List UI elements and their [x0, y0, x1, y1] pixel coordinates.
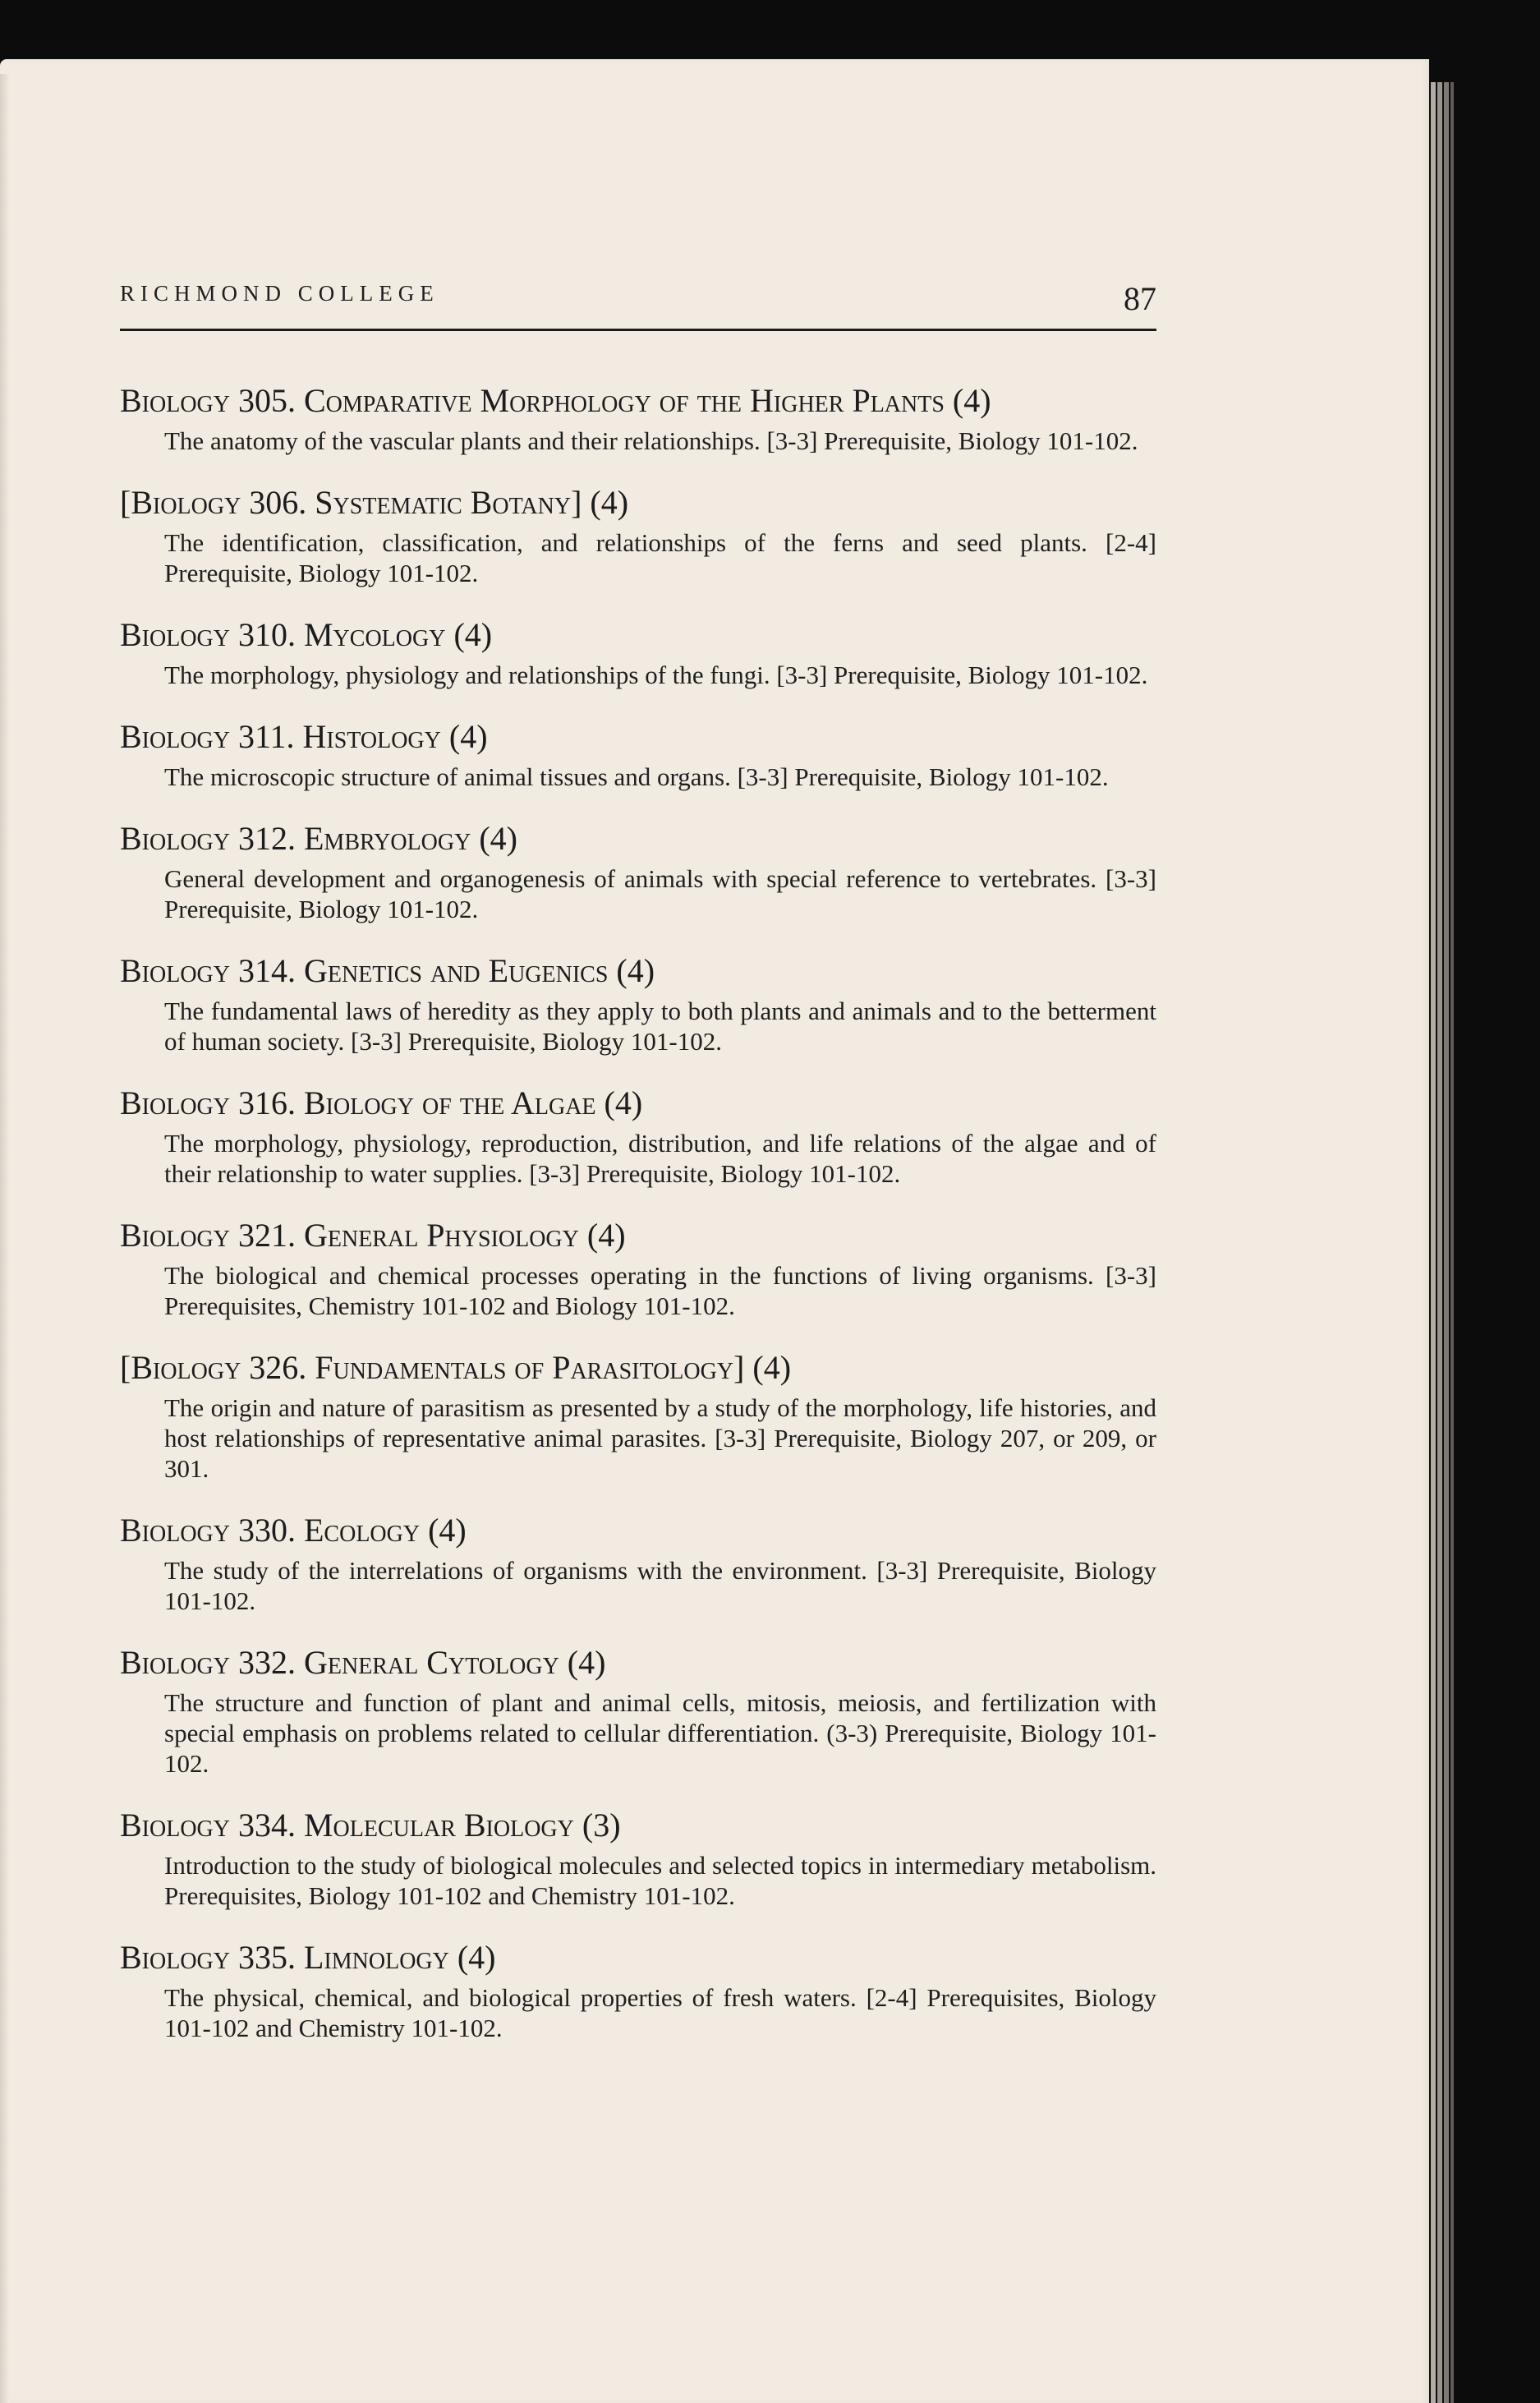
course-entry: [120, 381, 1156, 456]
page-number: 87: [1124, 280, 1156, 317]
course-description: The origin and nature of parasitism as presented by a study of the morphology, life histories, and host relationships of representative animal parasites. [3-3] Prerequisite, Biology 207, or 209, or 301.: [164, 1393, 1156, 1483]
course-description: The morphology, physiology and relationships of the fungi. [3-3] Prerequisite, Biology 101-102.: [164, 661, 1148, 689]
course-description: The fundamental laws of heredity as they apply to both plants and animals and to the betterment of human society. [3-3] Prerequisite, Biology 101-102.: [164, 997, 1156, 1056]
course-entry: [120, 483, 1156, 588]
course-title: Biology 330. Ecology (4): [120, 1512, 467, 1549]
course-description: General development and organogenesis of animals with special reference to vertebrates. [3-3] Prerequisite, Biology 101-102.: [164, 864, 1156, 923]
course-list: [120, 381, 1156, 2070]
course-description: The biological and chemical processes operating in the functions of living organisms. [3-3] Prerequisites, Chemistry 101-102 and Biology 101-102.: [164, 1261, 1156, 1320]
course-description: The study of the interrelations of organisms with the environment. [3-3] Prerequisite, Biology 101-102.: [164, 1556, 1156, 1615]
page-edge: [1437, 82, 1442, 2403]
course-description: Introduction to the study of biological molecules and selected topics in intermediary metabolism. Prerequisites, Biology 101-102 and Chemistry 101-102.: [164, 1851, 1156, 1910]
page-edge: [1450, 82, 1454, 2403]
course-title: Biology 321. General Physiology (4): [120, 1217, 626, 1254]
running-head: RICHMOND COLLEGE: [120, 281, 439, 306]
course-title: Biology 334. Molecular Biology (3): [120, 1807, 621, 1844]
course-title: Biology 310. Mycology (4): [120, 616, 493, 653]
course-title: Biology 316. Biology of the Algae (4): [120, 1084, 643, 1121]
course-entry: [120, 819, 1156, 924]
course-description: The physical, chemical, and biological properties of fresh waters. [2-4] Prerequisites, Biology 101-102 and Chemistry 101-102.: [164, 1983, 1156, 2042]
course-title: Biology 335. Limnology (4): [120, 1939, 496, 1976]
course-entry: [120, 1806, 1156, 1911]
course-entry: [120, 1511, 1156, 1616]
course-title: Biology 312. Embryology (4): [120, 820, 517, 857]
course-description: The identification, classification, and relationships of the ferns and seed plants. [2-4] Prerequisite, Biology 101-102.: [164, 528, 1156, 587]
page-header: [120, 281, 1156, 331]
page-edge: [1431, 82, 1436, 2403]
page-gutter-shadow: [0, 74, 10, 2403]
course-entry: [120, 1216, 1156, 1321]
course-entry: [120, 951, 1156, 1056]
course-entry: [120, 1938, 1156, 2043]
course-description: The structure and function of plant and animal cells, mitosis, meiosis, and fertilization with special emphasis on problems related to cellular differentiation. (3-3) Prerequisite, Biology 101-102.: [164, 1688, 1156, 1778]
course-description: The anatomy of the vascular plants and their relationships. [3-3] Prerequisite, Biology 101-102.: [164, 426, 1138, 455]
course-title: Biology 314. Genetics and Eugenics (4): [120, 952, 655, 989]
course-entry: [120, 1643, 1156, 1779]
course-entry: [120, 615, 1156, 690]
course-description: The morphology, physiology, reproduction, distribution, and life relations of the algae and of their relationship to water supplies. [3-3] Prerequisite, Biology 101-102.: [164, 1129, 1156, 1188]
page-edge: [1444, 82, 1449, 2403]
course-title: Biology 332. General Cytology (4): [120, 1644, 606, 1681]
course-title: [Biology 306. Systematic Botany] (4): [120, 484, 629, 521]
course-title: [Biology 326. Fundamentals of Parasitology] (4): [120, 1349, 792, 1386]
course-title: Biology 311. Histology (4): [120, 718, 488, 755]
course-description: The microscopic structure of animal tissues and organs. [3-3] Prerequisite, Biology 101-102.: [164, 762, 1109, 791]
course-entry: [120, 1348, 1156, 1484]
course-title: Biology 305. Comparative Morphology of the Higher Plants (4): [120, 382, 991, 419]
course-entry: [120, 1084, 1156, 1189]
course-entry: [120, 717, 1156, 792]
